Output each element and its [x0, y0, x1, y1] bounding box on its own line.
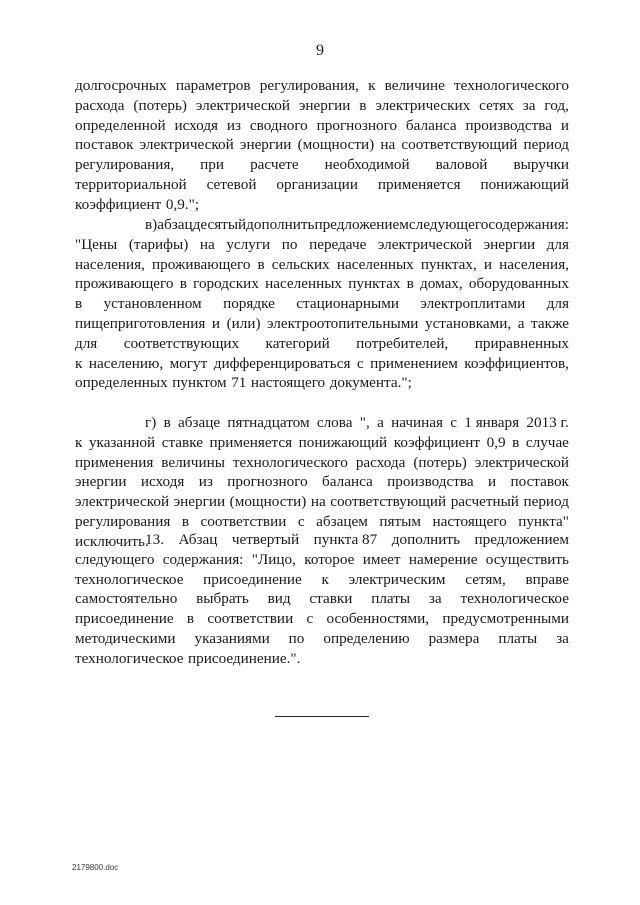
word: на [199, 235, 215, 253]
word: пищеприготовления [75, 314, 206, 332]
word: и [560, 116, 569, 134]
text-line [75, 354, 569, 374]
word: сводного [249, 116, 308, 134]
text-line [75, 116, 569, 136]
word: выручки [513, 156, 569, 174]
word: к [321, 570, 329, 588]
word: методическими [75, 629, 176, 647]
text-line [75, 570, 569, 590]
word: в [179, 275, 187, 293]
word: расхода [355, 453, 406, 471]
word: в [163, 414, 171, 431]
word: случае [525, 433, 569, 451]
word: пятым [379, 512, 421, 530]
end-of-document-rule [275, 716, 369, 717]
word: платы [371, 590, 411, 608]
word: а [377, 414, 384, 431]
word: 0,9 [486, 433, 506, 451]
word: прогнозного [227, 473, 308, 491]
word: из [226, 116, 242, 134]
word: величине [384, 77, 445, 94]
word: населению, [88, 354, 164, 372]
paragraph-subitem-v [75, 215, 569, 393]
word: могут [169, 354, 208, 372]
word: пункта 87 [313, 531, 378, 548]
word: и [483, 255, 493, 273]
word: присоединение [203, 570, 302, 588]
word: технологическое [460, 590, 569, 608]
word: дифференцироваться [213, 354, 351, 372]
word: за [522, 96, 536, 114]
word: исходя [140, 473, 185, 491]
word: коэффициент [75, 195, 162, 213]
word: энергии [173, 493, 226, 511]
word: также [531, 314, 569, 332]
word: населения, [499, 255, 569, 273]
word: организации [276, 175, 358, 193]
word: по [281, 235, 298, 253]
word: указаниями [194, 629, 270, 647]
word: особенностями, [326, 610, 430, 628]
word: исключить. [75, 532, 149, 550]
word: параметров [175, 77, 251, 94]
word: применяется [377, 175, 461, 193]
text-line [75, 373, 569, 393]
word: расчетный [450, 493, 519, 511]
word: 1 января [464, 414, 520, 431]
word: домах, [420, 275, 463, 293]
word: размера [428, 629, 480, 647]
word: потребителей, [356, 334, 449, 352]
word: электрической [474, 453, 569, 471]
text-line [75, 195, 569, 215]
word: содержания: [162, 550, 244, 568]
word: применяется [209, 433, 293, 451]
paragraph-continuation [75, 76, 569, 215]
word: (потерь) [133, 96, 187, 114]
word: намерение [408, 550, 478, 568]
word: порядке [223, 295, 275, 313]
word: определенных [75, 374, 168, 392]
word: электрической [377, 235, 473, 253]
word: предусмотренными [442, 610, 569, 628]
word: следующего [408, 216, 489, 233]
word: электрических [375, 96, 471, 114]
word: электроотопительными [267, 314, 419, 332]
word: технологическое [75, 649, 184, 667]
word: применением [370, 354, 458, 372]
word: городских [193, 275, 259, 293]
word: валовой [435, 156, 488, 174]
word: 13. [145, 531, 164, 548]
word: электрической [75, 493, 170, 511]
text-line [75, 135, 569, 155]
word: с [306, 610, 314, 628]
word: с [356, 354, 364, 372]
word: соответствующий [330, 493, 447, 511]
word: предложением [314, 216, 409, 233]
word: электрической [139, 136, 234, 154]
word: "Цены [75, 235, 118, 253]
word: необходимой [324, 156, 410, 174]
word: настоящего [250, 374, 326, 392]
page-number: 9 [316, 42, 324, 59]
text-line [75, 589, 569, 609]
word: указанной [88, 433, 156, 451]
text-line [75, 453, 569, 473]
word: ставке [161, 433, 203, 451]
word: для [546, 295, 569, 313]
text-line [75, 76, 569, 96]
text-line [75, 472, 569, 492]
word: (мощности) [297, 136, 375, 154]
word: и [487, 473, 497, 491]
text-line [75, 294, 569, 314]
word: за [428, 590, 442, 608]
word: выбрать [196, 590, 249, 608]
text-line [75, 274, 569, 294]
word: сетевой [206, 175, 257, 193]
word: приравненных [474, 334, 569, 352]
word: проживающего [151, 255, 251, 273]
word: электрическим [348, 570, 446, 588]
word: в [75, 295, 83, 313]
word: ", [359, 414, 370, 431]
word: поставок [75, 136, 134, 154]
word: к [368, 77, 376, 94]
word: г) [145, 414, 157, 431]
word: вправе [525, 570, 569, 588]
word: проживающего [75, 275, 174, 293]
text-line [75, 512, 569, 532]
word: баланса [322, 473, 373, 491]
word: передаче [309, 235, 367, 253]
word: абзац [157, 216, 193, 233]
word: 71 [231, 374, 247, 392]
text-line [75, 334, 569, 354]
word: долгосрочных [75, 77, 167, 94]
word: соответствующих [123, 334, 240, 352]
word: оборудованных [468, 275, 569, 293]
word: с [450, 414, 458, 431]
word: энергии [75, 473, 127, 491]
text-line [75, 550, 569, 570]
word: 0,9."; [165, 195, 200, 213]
word: технологического [232, 453, 348, 471]
word: в) [145, 216, 158, 233]
word: технологическое [75, 570, 184, 588]
word: сетях [479, 96, 514, 114]
word: баланса [405, 116, 457, 134]
word: исходя [174, 116, 219, 134]
text-line [75, 629, 569, 649]
word: дополнить [246, 216, 315, 233]
word: (тарифы) [128, 235, 189, 253]
word: "Лицо, [251, 550, 296, 568]
text-line [75, 96, 569, 116]
word: на [380, 136, 396, 154]
word: производства [465, 116, 552, 134]
text-line [75, 433, 569, 453]
word: слова [316, 414, 353, 431]
word: установленном [103, 295, 202, 313]
text-line [75, 235, 569, 255]
word: в [181, 512, 190, 530]
word: населения, [75, 255, 145, 273]
word: соответствии [200, 512, 287, 530]
word: энергии [239, 136, 292, 154]
word: из [198, 473, 213, 491]
word: дополнить [391, 531, 460, 548]
word: определенной [75, 116, 166, 134]
word: на [310, 493, 326, 511]
word: осуществить [485, 550, 569, 568]
word: пятнадцатом [227, 414, 310, 431]
word: для [75, 334, 98, 352]
word: соответствии [207, 610, 294, 628]
word: технологического [454, 77, 569, 94]
text-line [75, 413, 569, 433]
word: Абзац [178, 531, 218, 548]
word: (или) [226, 314, 261, 332]
word: пунктах, [420, 255, 477, 273]
word: самостоятельно [75, 590, 178, 608]
word: населенных [265, 275, 343, 293]
text-line [75, 530, 569, 550]
word: расчете [250, 156, 299, 174]
word: соответствующий [401, 136, 518, 154]
word: услуги [226, 235, 271, 253]
word: при [200, 156, 225, 174]
footer-filename: 2179800.doc [72, 863, 119, 872]
word: определению [323, 629, 410, 647]
word: в [512, 433, 520, 451]
word: абзацем [316, 512, 368, 530]
word: содержания: [488, 216, 569, 233]
word: территориальной [75, 175, 187, 193]
word: и [211, 314, 221, 332]
word: к [75, 433, 83, 451]
word: для [546, 235, 569, 253]
word: сельских [271, 255, 330, 273]
word: десятый [192, 216, 247, 233]
word: абзаце [178, 414, 221, 431]
word: производства [387, 473, 474, 491]
word: регулирования [75, 512, 171, 530]
text-line [75, 155, 569, 175]
text-line [75, 314, 569, 334]
word: электроплитами [420, 295, 526, 313]
word: (мощности) [229, 493, 307, 511]
word: пункта" [518, 512, 569, 530]
word: которое [304, 550, 355, 568]
word: регулирования, [75, 156, 175, 174]
word: год, [544, 96, 569, 114]
word: период [523, 136, 569, 154]
text-line [75, 175, 569, 195]
word: стационарными [296, 295, 399, 313]
word: сетям, [465, 570, 506, 588]
word: платы [498, 629, 538, 647]
word: электрической [195, 96, 290, 114]
word: пунктах [348, 275, 401, 293]
word: в [257, 255, 265, 273]
word: по [288, 629, 305, 647]
word: поставок [510, 473, 569, 491]
paragraph-item-13 [75, 530, 569, 669]
word: установками, [424, 314, 512, 332]
text-line [75, 492, 569, 512]
word: следующего [75, 550, 155, 568]
text-line [75, 255, 569, 275]
word: понижающий [480, 175, 569, 193]
word: (потерь) [413, 453, 467, 471]
word: величины [161, 453, 225, 471]
word: присоединение [75, 610, 174, 628]
text-line [75, 649, 569, 669]
word: присоединение.". [188, 649, 301, 667]
word: понижающий [298, 433, 388, 451]
word: ставки [309, 590, 353, 608]
text-line [75, 215, 569, 235]
word: 2013 г. [526, 414, 569, 431]
word: коэффициентов, [464, 354, 569, 372]
word: документа."; [329, 374, 412, 392]
word: начиная [391, 414, 443, 431]
word: в [359, 96, 367, 114]
word: за [556, 629, 569, 647]
word: применения [75, 453, 154, 471]
word: вид [267, 590, 291, 608]
word: коэффициент [393, 433, 481, 451]
word: в [406, 275, 414, 293]
word: имеет [362, 550, 401, 568]
word: предложением [474, 531, 569, 548]
word: прогнозного [316, 116, 398, 134]
word: пунктом [172, 374, 227, 392]
word: расхода [75, 96, 125, 114]
word: с [297, 512, 305, 530]
word: четвертый [231, 531, 300, 548]
word: населенных [336, 255, 414, 273]
word: настоящего [432, 512, 507, 530]
word: а [517, 314, 525, 332]
word: период [523, 493, 569, 511]
word: категорий [265, 334, 330, 352]
word: энергии [483, 235, 536, 253]
word: к [75, 354, 83, 372]
word: в [186, 610, 195, 628]
word: регулирования, [259, 77, 359, 94]
text-line [75, 609, 569, 629]
word: энергии [298, 96, 351, 114]
